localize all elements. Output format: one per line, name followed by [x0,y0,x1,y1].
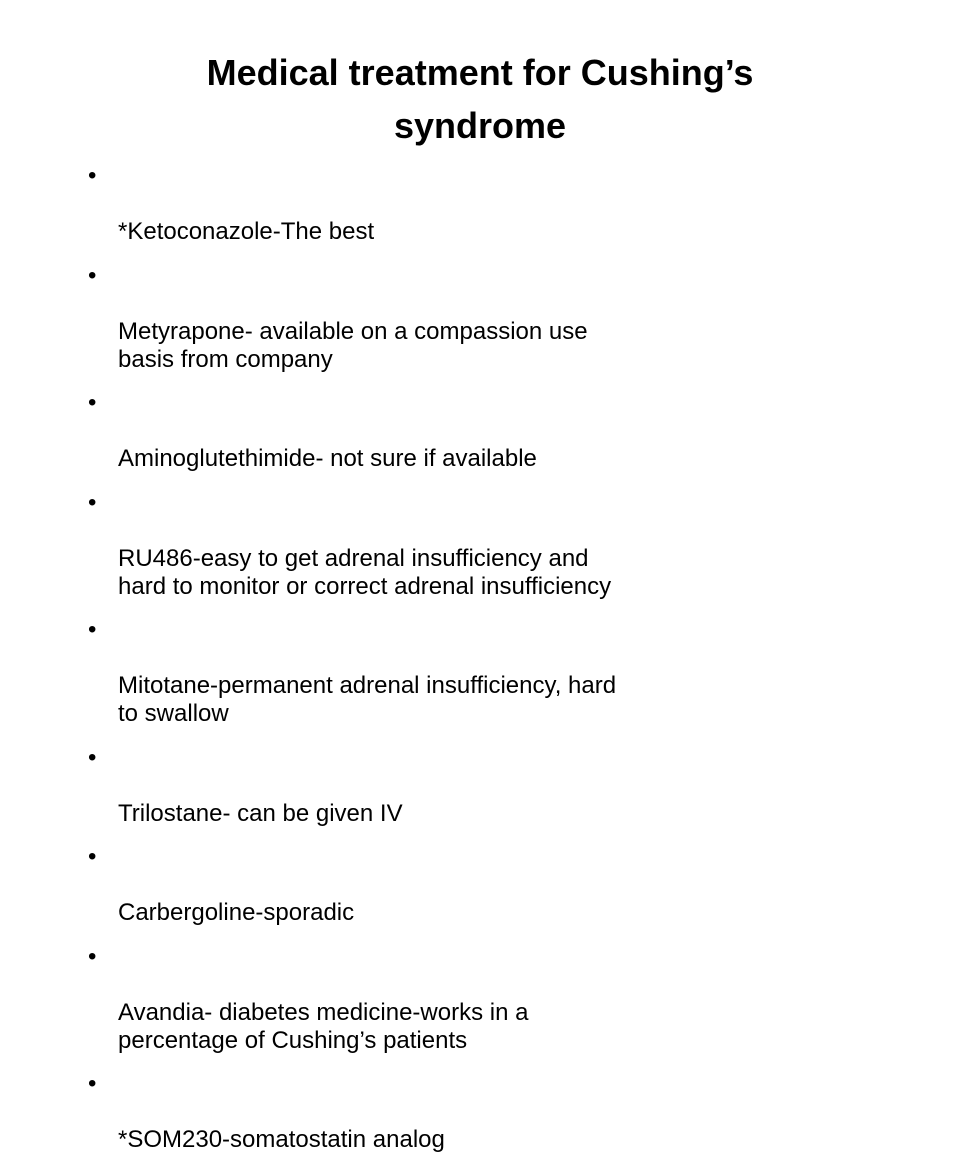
bullet-icon: • [88,743,97,771]
bullet-item-ru486 [88,489,808,601]
bullet-icon: • [88,261,97,289]
bullet-text: RU486-easy to get adrenal insufficiency and hard to monitor or correct adrenal insufficiency [118,544,612,600]
bullet-text: *SOM230-somatostatin analog [118,1126,445,1153]
bullet-text: *Ketoconazole-The best [118,218,375,245]
bullet-icon: • [88,488,97,516]
bullet-item-aminoglutethimide [88,389,808,473]
bullet-item-avandia [88,943,808,1055]
bullet-text: Avandia- diabetes medicine-works in a percentage of Cushing’s patients [118,998,529,1054]
bullet-icon: • [88,942,97,970]
slide-title: Medical treatment for Cushing’s syndrome [206,52,754,146]
bullet-text: Carbergoline-sporadic [118,899,355,926]
bullet-text: Mitotane-permanent adrenal insufficiency, hard to swallow [118,672,617,727]
bullet-icon: • [88,843,97,870]
bullet-list [88,162,808,1154]
bullet-text: Aminoglutethimide- not sure if available [118,445,537,472]
bullet-item-carbergoline [88,843,808,927]
bullet-item-metyrapone [88,262,808,374]
bullet-text: Trilostane- can be given IV [118,799,403,827]
bullet-icon: • [88,616,97,643]
bullet-item-mitotane [88,616,808,728]
bullet-text: Metyrapone- available on a compassion use basis from company [118,317,588,373]
bullet-item-ketoconazole [88,162,808,246]
bullet-item-trilostane [88,744,808,828]
bullet-icon: • [88,389,97,416]
bullet-icon: • [88,1070,97,1097]
bullet-item-som230 [88,1070,808,1154]
bullet-icon: • [88,162,97,189]
